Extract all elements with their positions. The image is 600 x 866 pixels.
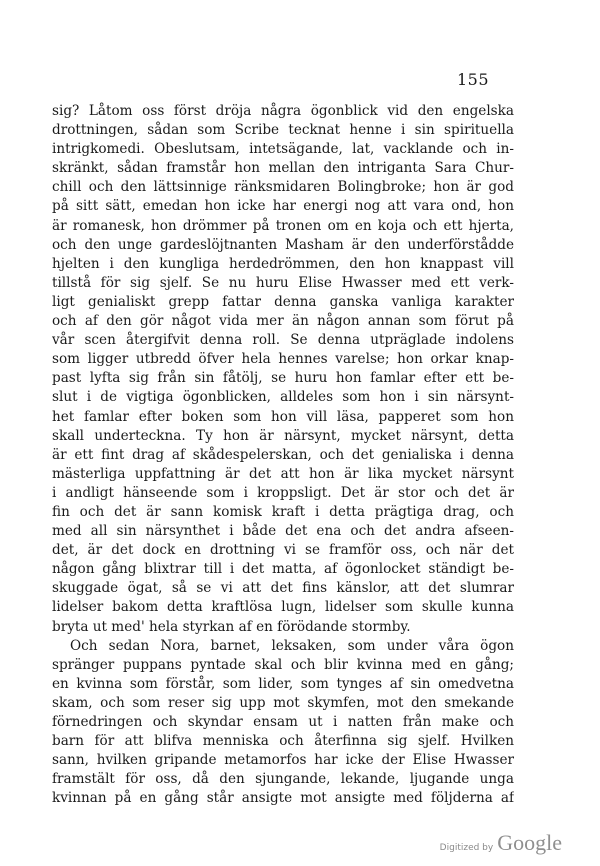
watermark-prefix: Digitized by [439, 843, 494, 853]
text-line: skam, och som reser sig upp mot skymfen, mot den smekande [52, 694, 514, 711]
text-line: med all sin närsynthet i både det ena och det andra afseen- [52, 523, 514, 540]
text-line: förnedringen och skyndar ensam ut i natten från make och [52, 714, 514, 730]
text-line: skuggade ögat, så se vi att det fins känslor, att det slumrar [52, 580, 514, 597]
text-line: chill och den lättsinnige ränksmidaren Bolingbroke; hon är god [52, 179, 514, 196]
text-line: past lyfta sig från sin fåtölj, se huru hon famlar efter ett be- [52, 370, 514, 387]
text-line: intrigkomedi. Obeslutsam, intetsägande, lat, vacklande och in- [52, 141, 514, 158]
text-line: och den unge gardeslöjtnanten Masham är den underförstådde [52, 236, 514, 253]
text-line: vår scen återgifvit denna roll. Se denna utpräglade indolens [52, 332, 514, 349]
text-line: barn för att blifva menniska och återfinna sig sjelf. Hvilken [52, 733, 514, 750]
text-line: framstält för oss, då den sjungande, lekande, ljugande unga [52, 771, 514, 788]
text-line: het famlar efter boken som hon vill läsa, papperet som hon [52, 408, 514, 425]
text-line: någon gång blixtrar till i det matta, af ögonlocket ständigt be- [52, 561, 514, 578]
page-number: 155 [457, 70, 490, 89]
text-line: och af den gör något vida mer än någon annan som förut på [52, 313, 514, 330]
google-logo: Google [497, 830, 562, 855]
text-line: lidelser bakom detta kraftlösa lugn, lidelser som skulle kunna [52, 599, 514, 616]
text-line: en kvinna som förstår, som lider, som tynges af sin omedvetna [52, 675, 514, 692]
text-line: på sitt sätt, emedan hon icke har energi nog att vara ond, hon [52, 198, 514, 215]
text-line: ligt genialiskt grepp fattar denna ganska vanliga karakter [52, 293, 514, 310]
text-line: i andligt hänseende som i kroppsligt. Det är stor och det är [52, 484, 514, 501]
google-watermark [440, 830, 562, 856]
text-line: som ligger utbredd öfver hela hennes varelse; hon orkar knap- [52, 351, 514, 368]
text-line: hjelten i den kungliga herdedrömmen, den hon knappast vill [52, 255, 514, 272]
body-text [52, 102, 514, 808]
text-line: skall underteckna. Ty hon är närsynt, mycket närsynt, detta [52, 427, 514, 444]
text-line: kvinnan på en gång står ansigte mot ansigte med följderna af [52, 790, 514, 807]
text-line: bryta ut med' hela styrkan af en förödande stormby. [52, 618, 411, 635]
text-line: sig? Låtom oss först dröja några ögonblick vid den engelska [52, 103, 514, 119]
text-line: är ett fint drag af skådespelerskan, och det genialiska i denna [52, 446, 514, 463]
text-line: tillstå för sig sjelf. Se nu huru Elise Hwasser med ett verk- [52, 274, 514, 291]
text-line: skränkt, sådan framstår hon mellan den intriganta Sara Chur- [52, 160, 514, 177]
text-line: Och sedan Nora, barnet, leksaken, som under våra ögon [70, 637, 514, 654]
text-line: drottningen, sådan som Scribe tecknat henne i sin spirituella [52, 122, 514, 139]
text-line: det, är det dock en drottning vi se framför oss, och när det [52, 542, 514, 559]
text-line: är romanesk, hon drömmer på tronen om en koja och ett hjerta, [52, 217, 514, 234]
text-line: spränger puppans pyntade skal och blir kvinna med en gång; [52, 656, 514, 673]
text-line: slut i de vigtiga ögonblicken, alldeles som hon i sin närsynt- [52, 389, 514, 406]
text-line: sann, hvilken gripande metamorfos har icke der Elise Hwasser [52, 752, 514, 769]
text-line: fin och det är sann komisk kraft i detta prägtiga drag, och [52, 503, 514, 520]
text-line: mästerliga uppfattning är det att hon är lika mycket närsynt [52, 465, 514, 482]
